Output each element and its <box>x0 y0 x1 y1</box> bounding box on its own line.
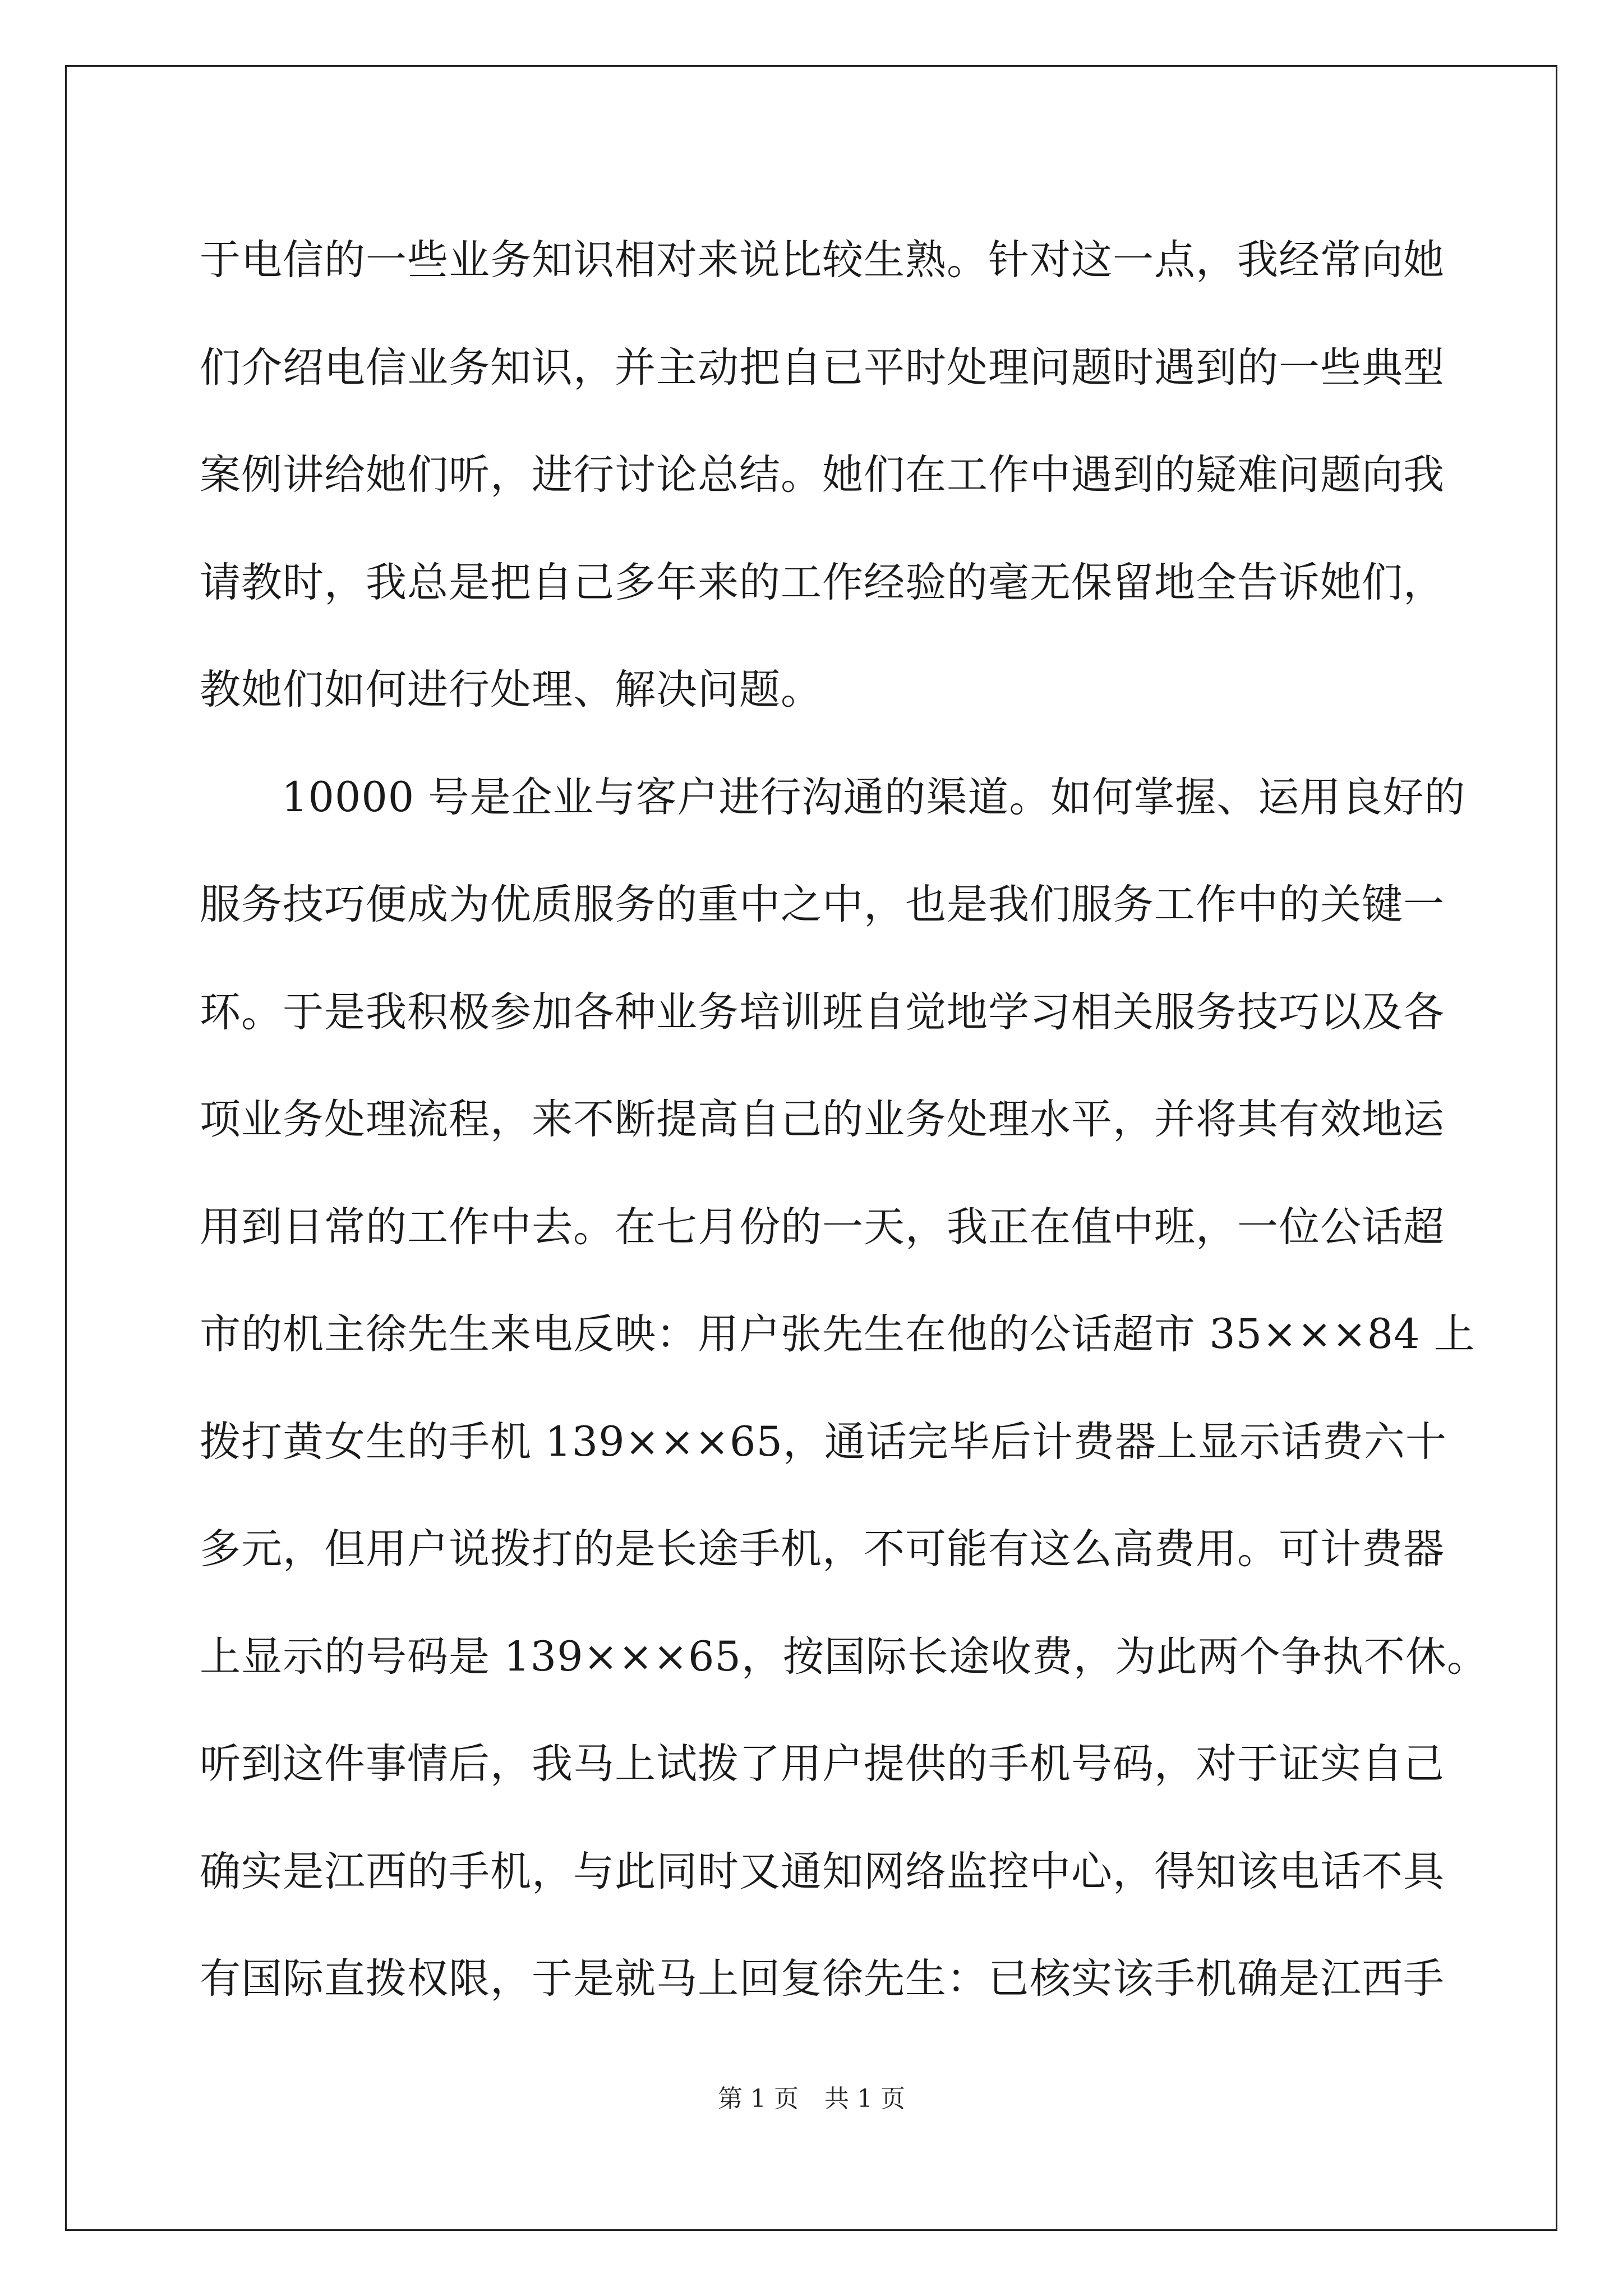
text-line: 服务技巧便成为优质服务的重中之中，也是我们服务工作中的关键一 <box>200 881 1445 928</box>
text-line: 教她们如何进行处理、解决问题。 <box>200 666 822 714</box>
document-body <box>200 206 1488 2033</box>
text-line: 拨打黄女生的手机 139×××65，通话完毕后计费器上显示话费六十 <box>200 1418 1447 1466</box>
text-line: 有国际直拨权限，于是就马上回复徐先生：已核实该手机确是江西手 <box>200 1955 1445 2003</box>
text-line: 确实是江西的手机，与此同时又通知网络监控中心，得知该电话不具 <box>200 1847 1445 1895</box>
text-line: 上显示的号码是 139×××65，按国际长途收费，为此两个争执不休。 <box>200 1632 1488 1681</box>
text-line: 环。于是我积极参加各种业务培训班自觉地学习相关服务技巧以及各 <box>200 988 1445 1036</box>
text-line: 用到日常的工作中去。在七月份的一天，我正在值中班，一位公话超 <box>200 1203 1445 1251</box>
text-line: 项业务处理流程，来不断提高自己的业务处理水平，并将其有效地运 <box>200 1096 1445 1143</box>
text-line: 多元，但用户说拨打的是长途手机，不可能有这么高费用。可计费器 <box>200 1525 1445 1573</box>
text-line: 们介绍电信业务知识，并主动把自已平时处理问题时遇到的一些典型 <box>200 343 1445 392</box>
paragraph-first-line: 10000 号是企业与客户进行沟通的渠道。如何掌握、运用良好的 <box>282 773 1466 821</box>
text-line: 请教时，我总是把自己多年来的工作经验的毫无保留地全告诉她们， <box>200 558 1445 606</box>
page-number: 第 1 页 <box>718 2085 799 2113</box>
text-line: 市的机主徐先生来电反映：用户张先生在他的公话超市 35×××84 上 <box>200 1310 1476 1358</box>
page-total: 共 1 页 <box>824 2085 905 2113</box>
text-line: 案例讲给她们听，进行讨论总结。她们在工作中遇到的疑难问题向我 <box>200 451 1445 499</box>
page-footer <box>0 2082 1623 2116</box>
text-line: 于电信的一些业务知识相对来说比较生熟。针对这一点，我经常向她 <box>200 236 1445 284</box>
text-line: 听到这件事情后，我马上试拨了用户提供的手机号码，对于证实自己 <box>200 1740 1445 1788</box>
